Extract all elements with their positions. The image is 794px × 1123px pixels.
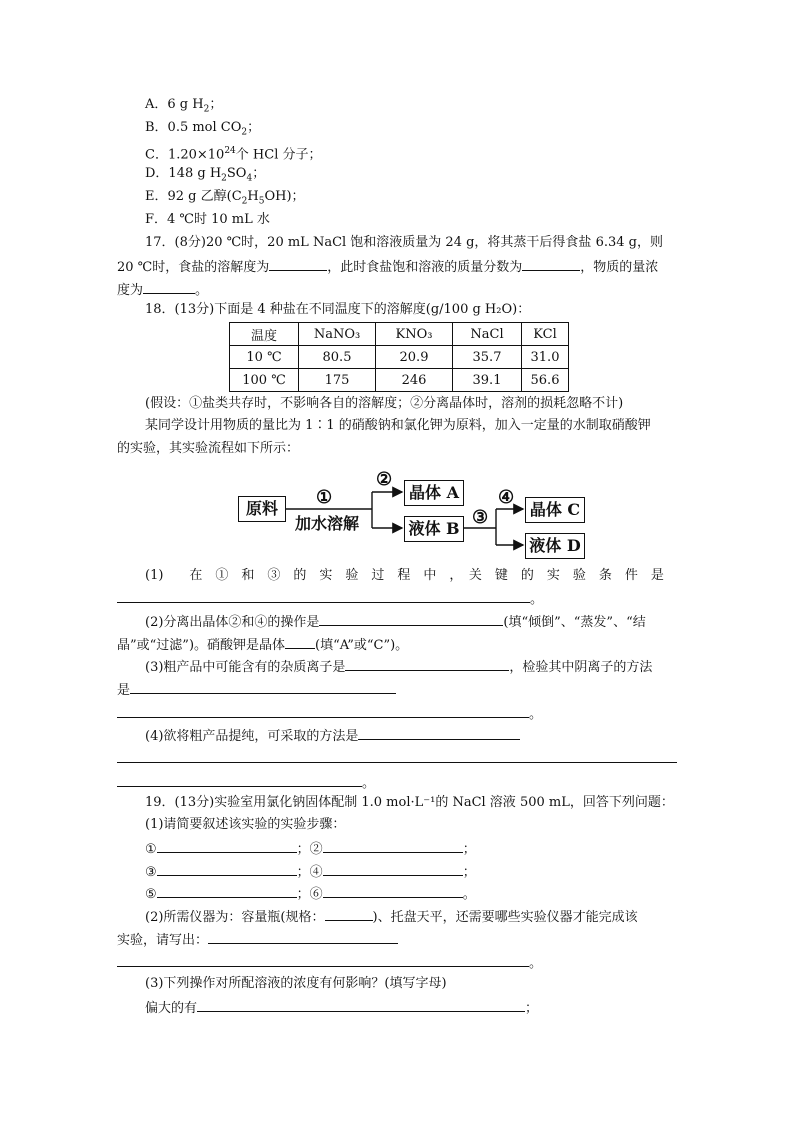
q19-part3: (3)下列操作对所配溶液的浓度有何影响？(填写字母) (145, 976, 447, 991)
q19-blank-step1[interactable] (157, 838, 297, 853)
q18-part3-line1: (3)粗产品中可能含有的杂质离子是 ，检验其中阴离子的方法 (145, 656, 652, 678)
flow-raw-material-box: 原料 (238, 496, 286, 522)
flow-step-1: ① (316, 487, 333, 508)
q17-line2: 20 ℃时，食盐的溶解度为 ，此时食盐饱和溶液的质量分数为 ，物质的量浓 (117, 256, 658, 278)
flow-crystal-c-box: 晶体 C (525, 497, 585, 523)
flow-step-1-label: 加水溶解 (295, 514, 360, 533)
flow-step-2: ② (376, 469, 393, 490)
table-cell: 10 ℃ (230, 346, 299, 369)
table-cell: 80.5 (299, 346, 376, 369)
q18-part3-line3: 。 (117, 703, 542, 725)
table-cell: 35.7 (453, 346, 522, 369)
q18-blank-condition[interactable] (117, 588, 530, 603)
table-cell: 20.9 (376, 346, 453, 369)
q19-intro: 19．(13分)实验室用氯化钠固体配制 1.0 mol·L⁻¹的 NaCl 溶液 500 mL，回答下列问题： (145, 795, 674, 810)
q18-part1-answer: 。 (117, 588, 543, 610)
q19-blank-step3[interactable] (157, 861, 297, 876)
q18-desc-line1: 某同学设计用物质的量比为 1∶1 的硝酸钠和氯化钾为原料，加入一定量的水制取硝酸钾 (145, 418, 651, 433)
q18-part2-line1: (2)分离出晶体②和④的操作是 (填“倾倒”、“蒸发”、“结 (145, 611, 646, 633)
table-cell: 175 (299, 369, 376, 392)
q16-item-b: B．0.5 mol $CO_2$； (145, 120, 261, 138)
q18-blank-purify-cont[interactable] (117, 748, 677, 763)
q19-part2-line2: 实验，请写出： (117, 929, 398, 951)
q18-part2-line2: 晶”或“过滤”)。硝酸钾是晶体 (填“A”或“C”)。 (117, 634, 408, 656)
q17-line3: 度为 。 (117, 279, 208, 301)
q19-blank-step2[interactable] (323, 838, 463, 853)
q16-item-c: C．$1.20\times 10^{24}$个 HCl 分子； (145, 146, 322, 163)
q18-desc-line2: 的实验，其实验流程如下所示： (117, 441, 300, 456)
q19-steps-row3: ⑤ ；⑥ 。 (145, 883, 476, 905)
q18-intro: 18．(13分)下面是 4 种盐在不同温度下的溶解度(g/100 g H₂O)： (145, 302, 531, 317)
table-cell: 100 ℃ (230, 369, 299, 392)
flow-crystal-a-box: 晶体 A (404, 480, 464, 506)
q18-part3-line2: 是 (117, 679, 396, 701)
table-header-cell: KCl (522, 323, 569, 346)
flow-step-4: ④ (498, 487, 515, 508)
q19-blank-instruments[interactable] (208, 929, 398, 944)
q19-part1: (1)请简要叙述该实验的实验步骤： (145, 817, 346, 832)
table-header-cell: NaCl (453, 323, 522, 346)
table-header-cell: NaNO₃ (299, 323, 376, 346)
q18-blank-crystal[interactable] (285, 634, 315, 649)
table-cell: 246 (376, 369, 453, 392)
q19-blank-instruments-cont[interactable] (117, 952, 529, 967)
table-cell: 31.0 (522, 346, 569, 369)
q18-blank-operation[interactable] (319, 611, 503, 626)
table-cell: 56.6 (522, 369, 569, 392)
q19-blank-higher[interactable] (197, 997, 525, 1012)
q18-part4-line2 (117, 748, 677, 770)
q18-blank-test-method[interactable] (130, 679, 396, 694)
q19-blank-step5[interactable] (157, 883, 297, 898)
q19-blank-step6[interactable] (323, 883, 463, 898)
q18-assumption: (假设：①盐类共存时，不影响各自的溶解度；②分离晶体时，溶剂的损耗忽略不计) (145, 396, 624, 411)
q19-part2-line1: (2)所需仪器为：容量瓶(规格： )、托盘天平，还需要哪些实验仪器才能完成该 (145, 906, 638, 928)
q19-steps-row2: ③ ；④ ； (145, 861, 476, 883)
table-cell: 39.1 (453, 369, 522, 392)
flow-liquid-b-box: 液体 B (404, 516, 464, 542)
q16-item-a: A．6 g $H_2$； (145, 97, 223, 115)
q19-blank-flask-size[interactable] (325, 906, 373, 921)
q16-item-d: D．148 g $H_2SO_4$； (145, 166, 266, 184)
q16-item-e: E．92 g 乙醇$(C_2H_5OH)$； (145, 189, 305, 207)
q18-blank-ions[interactable] (345, 656, 509, 671)
table-header-cell: 温度 (230, 323, 299, 346)
q19-part3-higher: 偏大的有 ； (145, 997, 538, 1019)
q18-part1: (1) 在 ① 和 ③ 的 实 验 过 程 中 ， 关 键 的 实 验 条 件 是 (145, 568, 664, 583)
table-header-cell: KNO₃ (376, 323, 453, 346)
flow-step-3: ③ (472, 507, 489, 528)
q18-part4-line3: 。 (117, 772, 375, 794)
q18-blank-purify-cont2[interactable] (117, 772, 362, 787)
q18-part4: (4)欲将粗产品提纯，可采取的方法是 (145, 725, 520, 747)
q19-blank-step4[interactable] (323, 861, 463, 876)
q18-blank-test-method-cont[interactable] (117, 703, 529, 718)
q17-line1: 17．(8分)20 ℃时，20 mL NaCl 饱和溶液质量为 24 g，将其蒸干后得食盐 6.34 g，则 (145, 235, 663, 250)
flow-liquid-d-box: 液体 D (525, 533, 585, 559)
q16-item-f: F．4 ℃时 10 mL 水 (145, 212, 270, 227)
q19-steps-row1: ① ；② ； (145, 838, 476, 860)
q18-blank-purify[interactable] (358, 725, 520, 740)
q19-part2-line3: 。 (117, 952, 542, 974)
